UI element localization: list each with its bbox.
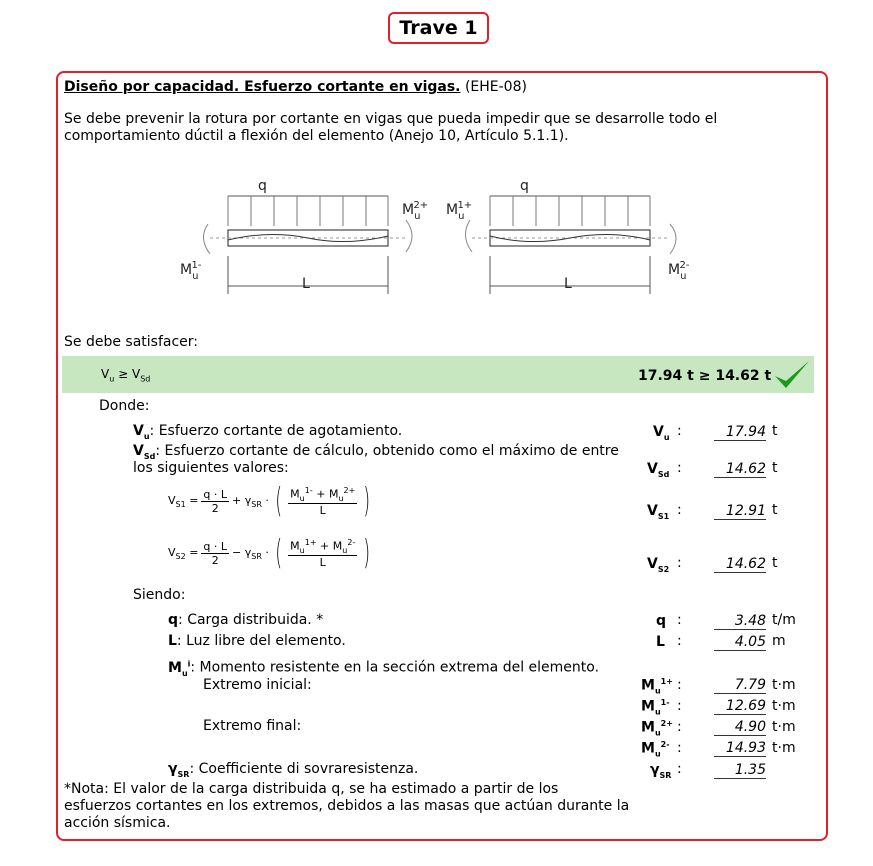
l-description: L: Luz libre del elemento. <box>168 633 346 649</box>
colon: : <box>677 633 682 649</box>
l-unit: m <box>772 633 786 649</box>
colon: : <box>677 423 682 439</box>
note-line-2: esfuerzos cortantes en los extremos, debidos a las masas que actúan durante la <box>64 798 630 814</box>
note-line-3: acción sísmica. <box>64 815 171 831</box>
vs1-formula: $V_{S1}$ = $\frac{q \cdot L}{2}$ + $\gamma_{SR}$ · ( $\frac{M_u^{1-} + M_u^{2+}}{L}$ ) <box>168 481 371 522</box>
l-value: 4.05 <box>714 635 766 651</box>
vsd-description: $V_{Sd}$: Esfuerzo cortante de cálculo, obtenido como el máximo de entre <box>133 443 619 461</box>
vu-value: 17.94 <box>714 425 766 441</box>
gsr-symbol: $\gamma_{SR}$ <box>650 762 672 780</box>
mu-description: $M_u^i$: Momento resistente en la sección extrema del elemento. <box>168 659 600 678</box>
intro-line-2: comportamiento dúctil a flexión del elemento (Anejo 10, Artículo 5.1.1). <box>64 128 569 144</box>
vs1-symbol: $V_{S1}$ <box>647 503 670 521</box>
mu2m-value: 14.93 <box>714 741 766 757</box>
colon: : <box>677 740 682 756</box>
beam-diagram <box>170 170 710 300</box>
norm-reference: (EHE-08) <box>464 79 527 95</box>
vs2-value: 14.62 <box>714 557 766 573</box>
mu1m-unit: t·m <box>772 698 796 714</box>
q-symbol: q <box>656 613 667 629</box>
check-condition: $V_u \ge V_{Sd}$ <box>101 367 151 384</box>
siendo-label: Siendo: <box>133 587 186 603</box>
mu2p-unit: t·m <box>772 719 796 735</box>
vs2-formula: $V_{S2}$ = $\frac{q \cdot L}{2}$ − $\gamma_{SR}$ · ( $\frac{M_u^{1+} + M_u^{2-}}{L}$ ) <box>168 533 371 574</box>
colon: : <box>677 460 682 476</box>
l-symbol: L <box>656 634 665 650</box>
mu2p-symbol: $M_u^{2+}$ <box>641 719 673 738</box>
colon: : <box>677 761 682 777</box>
vu-symbol: $V_u$ <box>653 424 670 442</box>
check-result: 17.94 t ≥ 14.62 t <box>638 368 772 384</box>
vs2-symbol: $V_{S2}$ <box>647 556 670 574</box>
vu-description: $V_u$: Esfuerzo cortante de agotamiento. <box>133 423 403 441</box>
colon: : <box>677 698 682 714</box>
moment-label-1-minus: $M_u1-$ <box>180 260 202 282</box>
colon: : <box>677 719 682 735</box>
mu2m-unit: t·m <box>772 740 796 756</box>
load-label-right: q <box>520 178 529 194</box>
extremo-inicial-label: Extremo inicial: <box>203 677 312 693</box>
q-unit: t/m <box>772 612 796 628</box>
vs1-unit: t <box>772 502 778 518</box>
vsd-description-2: los siguientes valores: <box>133 460 289 476</box>
vs1-value: 12.91 <box>714 504 766 520</box>
section-heading <box>64 79 527 96</box>
intro-line-1: Se debe prevenir la rotura por cortante en vigas que pueda impedir que se desarrolle todo el <box>64 111 718 127</box>
mu1p-unit: t·m <box>772 677 796 693</box>
checkmark-icon <box>772 358 812 392</box>
q-value: 3.48 <box>714 614 766 630</box>
colon: : <box>677 555 682 571</box>
satisfy-label: Se debe satisfacer: <box>64 334 198 350</box>
colon: : <box>677 612 682 628</box>
heading-text: Diseño por capacidad. Esfuerzo cortante en vigas. <box>64 79 461 95</box>
moment-label-2-plus: $M_u2+$ <box>402 200 429 222</box>
vsd-unit: t <box>772 460 778 476</box>
mu1m-value: 12.69 <box>714 699 766 715</box>
extremo-final-label: Extremo final: <box>203 718 302 734</box>
mu1p-value: 7.79 <box>714 678 766 694</box>
colon: : <box>677 502 682 518</box>
q-description: q: Carga distribuida. * <box>168 612 324 628</box>
vsd-symbol: $V_{Sd}$ <box>647 461 670 479</box>
span-label-right: L <box>564 276 572 292</box>
mu1p-symbol: $M_u^{1+}$ <box>641 677 673 696</box>
vu-unit: t <box>772 423 778 439</box>
colon: : <box>677 677 682 693</box>
span-label-left: L <box>302 276 310 292</box>
load-label-left: q <box>258 178 267 194</box>
vsd-value: 14.62 <box>714 462 766 478</box>
note-line-1: *Nota: El valor de la carga distribuida q, se ha estimado a partir de los <box>64 781 559 797</box>
gsr-value: 1.35 <box>714 763 766 779</box>
mu2m-symbol: $M_u^{2-}$ <box>641 740 670 759</box>
moment-label-2-minus: $M_u2-$ <box>668 260 690 282</box>
donde-label: Donde: <box>99 398 150 414</box>
gsr-description: $\gamma_{SR}$: Coefficiente di sovraresistenza. <box>168 761 419 779</box>
page-title: Trave 1 <box>388 12 489 44</box>
vs2-unit: t <box>772 555 778 571</box>
mu2p-value: 4.90 <box>714 720 766 736</box>
moment-label-1-plus: $M_u1+$ <box>446 200 473 222</box>
mu1m-symbol: $M_u^{1-}$ <box>641 698 670 717</box>
